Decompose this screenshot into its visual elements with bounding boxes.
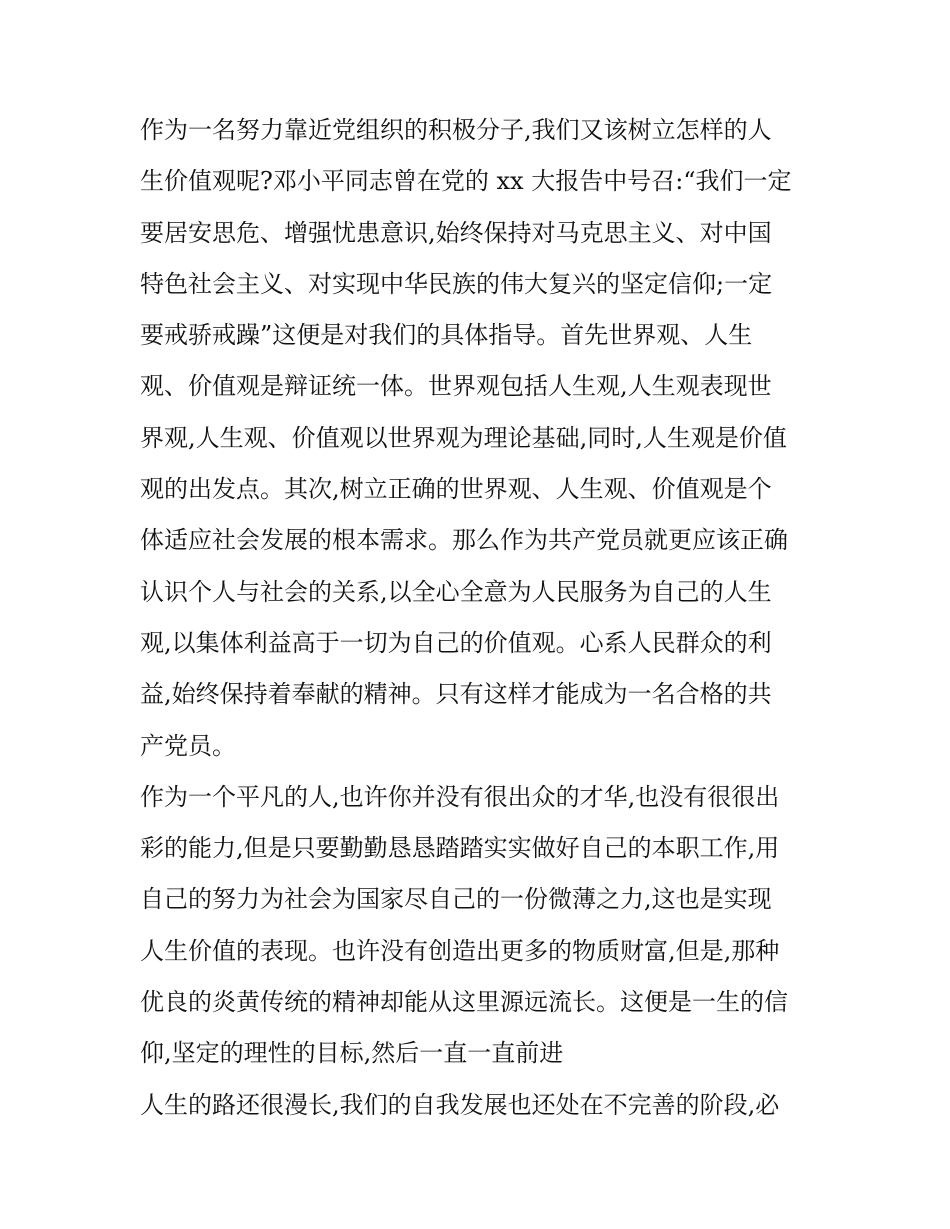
document-body bbox=[140, 105, 830, 1131]
text-line: 作为一名努力靠近党组织的积极分子,我们又该树立怎样的人 bbox=[140, 116, 772, 144]
text-line: 界观,人生观、价值观以世界观为理论基础,同时,人生观是价值 bbox=[140, 423, 787, 452]
text-line: 特色社会主义、对实现中华民族的伟大复兴的坚定信仰;一定 bbox=[140, 269, 773, 298]
text-line: 观,以集体利益高于一切为自己的价值观。心系人民群众的利 bbox=[140, 628, 772, 657]
text-line: 要戒骄戒躁”这便是对我们的具体指导。首先世界观、人生 bbox=[140, 321, 753, 350]
text-line: 自己的努力为社会为国家尽自己的一份微薄之力,这也是实现 bbox=[140, 885, 772, 914]
text-line: 人生的路还很漫长,我们的自我发展也还处在不完善的阶段,必 bbox=[140, 1090, 780, 1119]
text-line: 观、价值观是辩证统一体。世界观包括人生观,人生观表现世 bbox=[140, 372, 772, 401]
text-line: 仰,坚定的理性的目标,然后一直一直前进 bbox=[140, 1039, 564, 1068]
text-line: 生价值观呢?邓小平同志曾在党的 xx 大报告中号召:“我们一定 bbox=[140, 167, 792, 196]
text-line: 要居安思危、增强忧患意识,始终保持对马克思主义、对中国 bbox=[140, 218, 772, 247]
text-line: 人生价值的表现。也许没有创造出更多的物质财富,但是,那种 bbox=[140, 936, 780, 965]
text-line: 认识个人与社会的关系,以全心全意为人民服务为自己的人生 bbox=[140, 577, 772, 606]
text-line: 产党员。 bbox=[140, 731, 236, 760]
text-line: 优良的炎黄传统的精神却能从这里源远流长。这便是一生的信 bbox=[140, 988, 788, 1017]
text-line: 益,始终保持着奉献的精神。只有这样才能成为一名合格的共 bbox=[140, 680, 772, 709]
text-line: 彩的能力,但是只要勤勤恳恳踏踏实实做好自己的本职工作,用 bbox=[140, 834, 780, 863]
text-line: 观的出发点。其次,树立正确的世界观、人生观、价值观是个 bbox=[140, 475, 772, 504]
text-line: 体适应社会发展的根本需求。那么作为共产党员就更应该正确 bbox=[140, 526, 788, 555]
text-line: 作为一个平凡的人,也许你并没有很出众的才华,也没有很很出 bbox=[140, 782, 780, 811]
